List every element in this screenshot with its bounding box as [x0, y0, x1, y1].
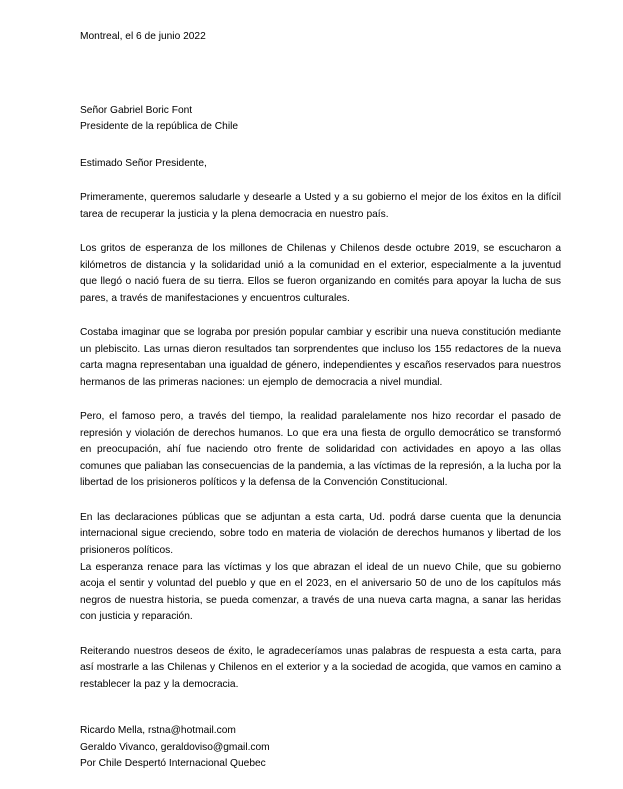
salutation: Estimado Señor Presidente,	[80, 158, 207, 170]
paragraph-3: Costaba imaginar que se lograba por presión popular cambiar y escribir una nueva constitución mediante un plebiscito. Las urnas dieron resultados tan sorprendentes que incluso los 155 redactores de la nueva carta magna representaban una igualdad de género, independientes y escaños reservados para nuestros hermanos de las primeras naciones: un ejemplo de democracia a nivel mundial.	[80, 327, 561, 388]
paragraph-4: Pero, el famoso pero, a través del tiempo, la realidad paralelamente nos hizo recordar el pasado de represión y violación de derechos humanos. Lo que era una fiesta de orgullo democrático se transformó en preocupación, ahí fue naciendo otro frente de solidaridad con actividades en apoyo a las ollas comunes que paliaban las consecuencias de la pandemia, a las víctimas de la represión, a la lucha por la libertad de los prisioneros políticos y la defensa de la Convención Constitucional.	[80, 411, 561, 489]
date-line: Montreal, el 6 de junio 2022	[80, 31, 206, 42]
paragraph-1: Primeramente, queremos saludarle y desearle a Usted y a su gobierno el mejor de los éxitos en la difícil tarea de recuperar la justicia y la plena democracia en nuestro país.	[80, 192, 561, 220]
spacer	[80, 45, 561, 103]
paragraph-7: Reiterando nuestros deseos de éxito, le agradeceríamos unas palabras de respuesta a esta carta, para así mostrarle a las Chilenas y Chilenos en el exterior y a la sociedad de acogida, que vamos en camino a restablecer la paz y la democracia.	[80, 645, 561, 690]
addressee-line-2: Presidente de la república de Chile	[80, 120, 239, 132]
addressee-block	[80, 103, 561, 135]
paragraph-2: Los gritos de esperanza de los millones de Chilenas y Chilenos desde octubre 2019, se escucharon a kilómetros de distancia y la solidaridad unió a la comunidad en el exterior, especialmente a la juventud que llegó o nació fuera de su tierra. Ellos se fueron organizando en comités para apoyar la lucha de sus pares, a través de manifestaciones y encuentros culturales.	[80, 243, 561, 304]
paragraph-6: La esperanza renace para las víctimas y los que abrazan el ideal de un nuevo Chile, que su gobierno acoja el sentir y voluntad del pueblo y que en el 2023, en el aniversario 50 de uno de los capítulos más negros de nuestra historia, se pueda comenzar, a través de una nueva carta magna, a sanar las heridas con justicia y reparación.	[80, 561, 561, 623]
signature-block	[80, 723, 561, 773]
signature-line-2: Geraldo Vivanco, geraldoviso@gmail.com	[80, 741, 270, 753]
paragraph-5: En las declaraciones públicas que se adjuntan a esta carta, Ud. podrá darse cuenta que la denuncia internacional sigue creciendo, sobre todo en materia de violación de derechos humanos y libertad de los prisioneros políticos.	[80, 511, 561, 556]
signature-line-1: Ricardo Mella, rstna@hotmail.com	[80, 725, 236, 737]
addressee-line-1: Señor Gabriel Boric Font	[80, 104, 193, 116]
signature-line-3: Por Chile Despertó Internacional Quebec	[80, 758, 266, 770]
